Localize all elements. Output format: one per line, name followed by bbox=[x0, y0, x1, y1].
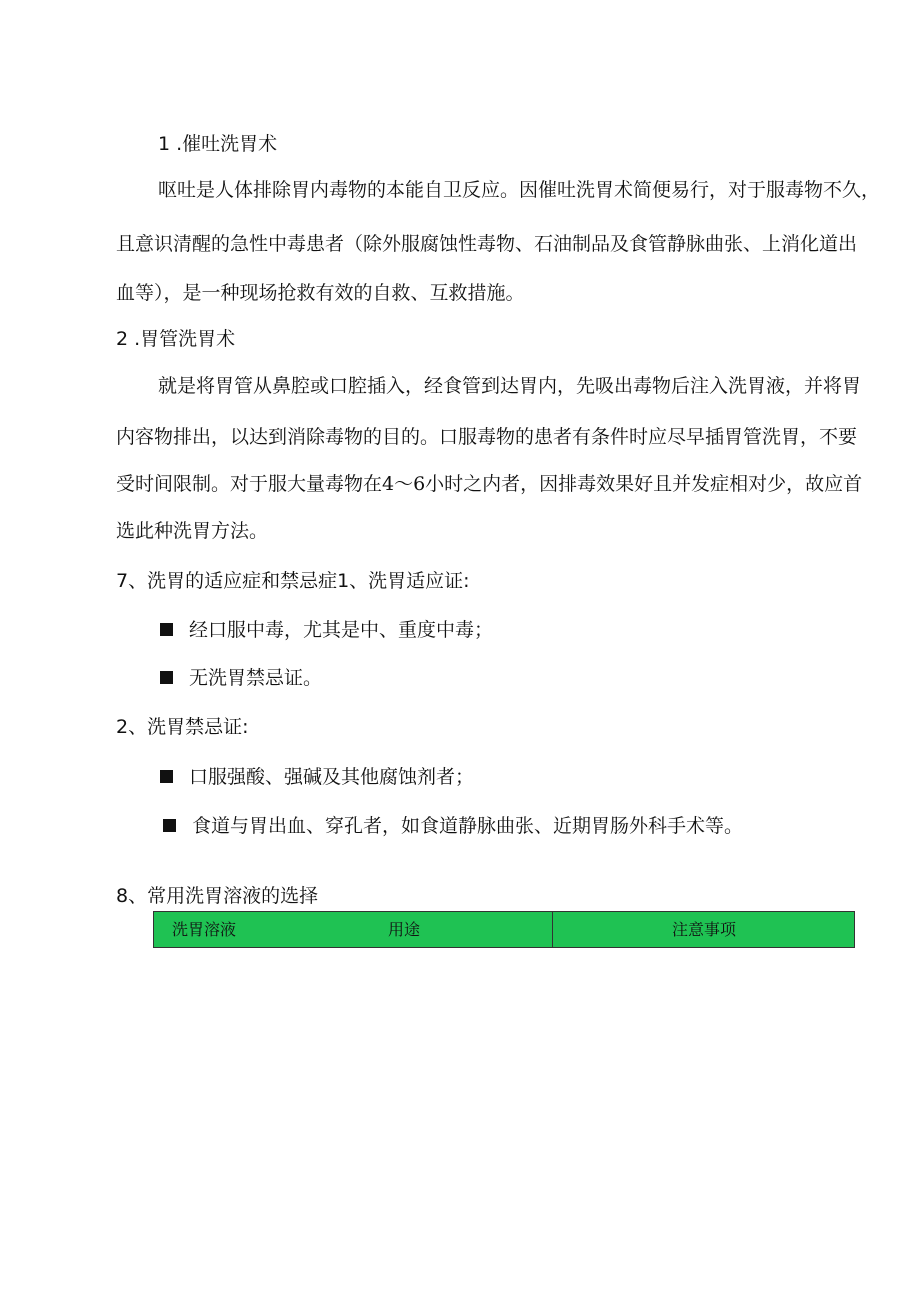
section-heading-lavage-solutions: 8、常用洗胃溶液的选择 bbox=[116, 885, 319, 907]
table-header-usage: 用途 bbox=[388, 920, 421, 939]
square-bullet-icon bbox=[160, 623, 173, 636]
section-heading-contraindications: 2、洗胃禁忌证: bbox=[116, 716, 249, 738]
paragraph-line: 就是将胃管从鼻腔或口腔插入，经食管到达胃内，先吸出毒物后注入洗胃液，并将胃 bbox=[158, 375, 862, 397]
lavage-solution-table-header bbox=[153, 911, 855, 948]
indication-text: 无洗胃禁忌证。 bbox=[189, 667, 323, 689]
section-heading-indications: 7、洗胃的适应症和禁忌症1、洗胃适应证: bbox=[116, 570, 470, 592]
paragraph-line: 且意识清醒的急性中毒患者（除外服腐蚀性毒物、石油制品及食管静脉曲张、上消化道出 bbox=[116, 233, 858, 255]
square-bullet-icon bbox=[160, 671, 173, 684]
contraindication-item bbox=[163, 813, 743, 839]
square-bullet-icon bbox=[163, 819, 176, 832]
table-header-notes: 注意事项 bbox=[672, 920, 737, 939]
indication-item bbox=[160, 617, 493, 643]
paragraph-line: 选此种洗胃方法。 bbox=[116, 520, 269, 542]
section-heading-gastric-tube-lavage: 2 .胃管洗胃术 bbox=[116, 328, 236, 350]
contraindication-text: 食道与胃出血、穿孔者，如食道静脉曲张、近期胃肠外科手术等。 bbox=[192, 815, 744, 837]
contraindication-text: 口服强酸、强碱及其他腐蚀剂者； bbox=[189, 766, 475, 788]
table-header-solution: 洗胃溶液 bbox=[172, 920, 237, 939]
paragraph-line: 呕吐是人体排除胃内毒物的本能自卫反应。因催吐洗胃术简便易行，对于服毒物不久， bbox=[158, 179, 881, 201]
paragraph-line: 受时间限制。对于服大量毒物在4～6小时之内者，因排毒效果好且并发症相对少，故应首 bbox=[116, 473, 863, 495]
square-bullet-icon bbox=[160, 770, 173, 783]
paragraph-line: 血等），是一种现场抢救有效的自救、互救措施。 bbox=[116, 282, 525, 304]
section-heading-induced-vomiting: 1 .催吐洗胃术 bbox=[158, 133, 278, 155]
paragraph-line: 内容物排出，以达到消除毒物的目的。口服毒物的患者有条件时应尽早插胃管洗胃，不要 bbox=[116, 426, 858, 448]
contraindication-item bbox=[160, 764, 474, 790]
indication-item bbox=[160, 665, 322, 691]
table-column-divider bbox=[552, 912, 553, 947]
indication-text: 经口服中毒，尤其是中、重度中毒； bbox=[189, 619, 494, 641]
